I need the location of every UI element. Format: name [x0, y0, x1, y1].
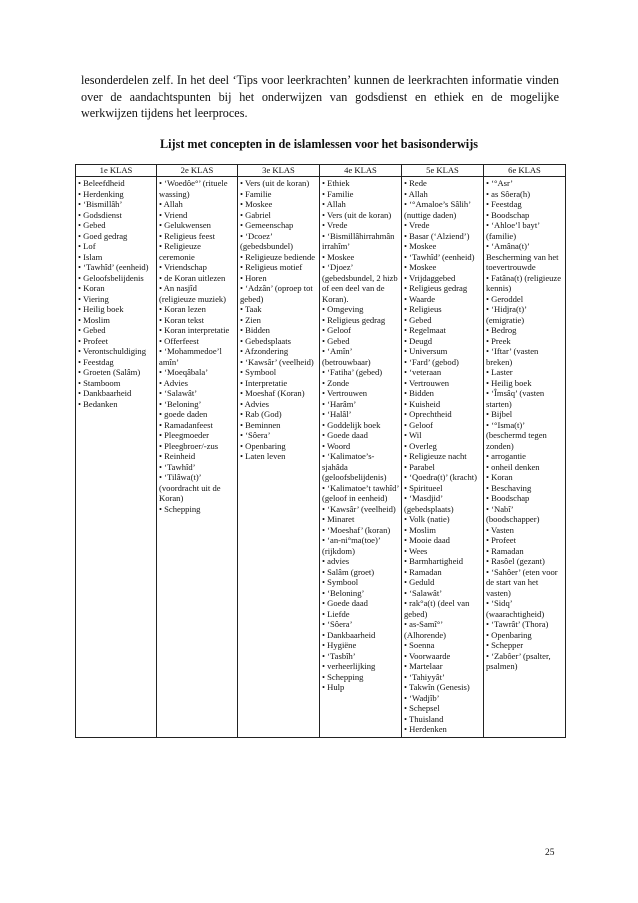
list-item: • Koran [78, 283, 105, 293]
list-item: • onheil denken [486, 461, 540, 472]
list-item: • Gelukwensen [159, 220, 211, 230]
list-item: • Boodschap [486, 493, 530, 503]
list-item: • Dankbaarheid [78, 388, 132, 398]
list-item: • ‘Amîn’ (betrouwbaar) [322, 346, 371, 367]
concept-list [240, 178, 317, 462]
list-item: • Allah [159, 199, 183, 209]
list-item: • Reinheid [159, 451, 196, 461]
list-item: • Minaret [322, 514, 355, 524]
table-row [76, 177, 566, 738]
list-item: • Religieuze bediende [240, 251, 316, 262]
list-item: • Hygiëne [322, 640, 357, 650]
list-item: • Kuisheid [404, 398, 441, 409]
list-item: • Takwîn (Genesis) [404, 682, 470, 692]
list-item: • ‘Salawât’ [159, 388, 198, 398]
list-item: • Boodschap [486, 209, 530, 220]
list-item: • An nasjîd (religieuze muziek) [159, 283, 227, 304]
column-cell [402, 177, 484, 738]
list-item: • Wees [404, 545, 428, 556]
list-item: • Moskee [404, 262, 437, 272]
list-item: • de Koran uitlezen [159, 272, 226, 283]
list-item: • Geduld [404, 577, 435, 587]
list-item: • Feestdag [78, 356, 114, 367]
list-item: • Salâm (groet) [322, 566, 375, 577]
list-item: • Vrede [404, 220, 430, 230]
list-item: • ‘Ahloe’l bayt’ (familie) [486, 220, 540, 241]
list-item: • Gebed [78, 220, 106, 230]
list-item: • ‘Halâl’ [322, 409, 352, 419]
list-item: • ‘Tahiyyât’ [404, 671, 445, 682]
list-item: • ‘Iftar’ (vasten breken) [486, 346, 539, 367]
list-item: • Religieus motief [240, 262, 303, 272]
list-item: • Goede daad [322, 598, 368, 608]
list-item: • Koran interpretatie [159, 325, 230, 335]
list-item: • Viering [78, 293, 109, 304]
list-item: • Verontschuldiging [78, 346, 147, 356]
list-item: • ‘Bismillâhirrahmân irrahîm’ [322, 230, 395, 251]
list-item: • ‘veteraan [404, 367, 442, 377]
list-item: • Goed gedrag [78, 230, 128, 241]
list-item: • Vasten [486, 524, 514, 535]
list-item: • Geloof [404, 419, 434, 430]
list-item: • Religieus feest [159, 230, 215, 241]
list-item: • Beschaving [486, 482, 532, 493]
list-item: • rak°a(t) (deel van gebed) [404, 598, 470, 619]
list-item: • Koran tekst [159, 314, 205, 325]
list-item: • Schepper [486, 640, 524, 650]
list-item: • Gebed [404, 314, 432, 325]
list-item: • Gemeenschap [240, 220, 294, 230]
list-item: • Martelaar [404, 661, 443, 671]
list-item: • ‘Tawhîd’ [159, 461, 196, 472]
list-item: • Ramadanfeest [159, 419, 213, 430]
list-item: • ‘Woedôe°’ (rituele wassing) [159, 178, 228, 199]
list-item: • Wil [404, 430, 422, 440]
list-item: • Barmhartigheid [404, 556, 464, 566]
list-item: • Groeten (Salâm) [78, 367, 141, 377]
list-item: • Horen [240, 272, 267, 283]
list-item: • Vriendschap [159, 262, 207, 272]
list-item: • Rede [404, 178, 427, 188]
list-item: • Interpretatie [240, 377, 288, 388]
list-item: • Heilig boek [78, 304, 124, 314]
column-cell [320, 177, 402, 738]
list-item: • Religieuze ceremonie [159, 241, 201, 262]
list-item: • Religieus gedrag [404, 283, 468, 293]
list-item: • Basar (‘Alziend’) [404, 230, 470, 241]
concept-list [486, 178, 563, 672]
list-item: • ‘Tawhîd’ (eenheid) [404, 251, 475, 262]
list-item: • ‘Zabôer’ (psalter, psalmen) [486, 650, 551, 671]
list-item: • ‘Moeshaf’ (koran) [322, 524, 391, 535]
list-item: • ‘Kalimatoe’t tawhîd’ (geloof in eenheid) [322, 482, 399, 503]
list-item: • as-Samî°’ (Alhorende) [404, 619, 446, 640]
list-item: • ‘Djoez’ (gebedsbundel, 2 hizb of een deel van de Koran). [322, 262, 398, 304]
list-item: • Rasôel (gezant) [486, 556, 545, 566]
list-item: • Spiritueel [404, 482, 443, 493]
list-item: • ‘Wadjîb’ [404, 692, 440, 703]
list-item: • Vers (uit de koran) [322, 209, 392, 220]
list-item: • ‘Qoedra(t)’ (kracht) [404, 472, 477, 482]
list-item: • Deugd [404, 335, 433, 346]
list-item: • Religieus gedrag [322, 314, 386, 325]
list-item: • Goede daad [322, 430, 368, 440]
list-item: • ‘Fatiha’ (gebed) [322, 367, 383, 377]
list-item: • Gebedsplaats [240, 335, 291, 346]
list-item: • Allah [322, 199, 346, 209]
list-item: • Symbool [322, 577, 359, 587]
list-item: • Overleg [404, 440, 437, 451]
list-item: • Ethiek [322, 178, 350, 188]
list-item: • Zien [240, 314, 261, 325]
list-item: • ‘Amâna(t)’ Bescherming van het toevertrouwde [486, 241, 559, 272]
list-item: • Bedrog [486, 325, 517, 335]
list-item: • ‘Tawrât’ (Thora) [486, 619, 549, 629]
list-item: • ‘Fard’ (gebod) [404, 356, 459, 367]
list-item: • Thuisland [404, 713, 444, 724]
list-item: • ‘°Amaloe’s Sâlih’ (nuttige daden) [404, 199, 471, 220]
list-item: • Geloofsbelijdenis [78, 272, 144, 283]
list-item: • Taak [240, 304, 262, 314]
list-item: • Pleegmoeder [159, 430, 210, 440]
list-item: • Beminnen [240, 419, 281, 430]
list-item: • ‘Nabî’ (boodschapper) [486, 503, 540, 524]
concept-list [404, 178, 481, 735]
list-item: • Liefde [322, 608, 350, 619]
list-item: • Stamboom [78, 377, 121, 388]
list-item: • Fatâna(t) (religieuze kennis) [486, 272, 562, 293]
list-item: • Rab (God) [240, 409, 282, 419]
concept-list [78, 178, 154, 409]
list-item: • Gebed [322, 335, 350, 346]
list-item: • Voorwaarde [404, 650, 451, 661]
list-item: • Oprechtheid [404, 409, 452, 419]
list-item: • ‘Kawsâr’ (veelheid) [240, 356, 314, 367]
list-item: • ‘an-ni°ma(toe)’ (rijkdom) [322, 535, 381, 556]
list-item: • Regelmaat [404, 325, 446, 335]
list-item: • Volk (natie) [404, 514, 450, 524]
list-item: • Vrijdaggebed [404, 272, 456, 283]
list-item: • Bijbel [486, 409, 513, 419]
list-item: • Zonde [322, 377, 350, 388]
list-item: • Hulp [322, 682, 345, 692]
concept-list [322, 178, 399, 693]
concept-list [159, 178, 235, 514]
list-item: • ‘Adzân’ (oproep tot gebed) [240, 283, 313, 304]
list-item: • goede daden [159, 409, 208, 419]
list-item: • Koran [486, 472, 513, 482]
list-item: • Ramadan [404, 566, 442, 577]
list-item: • ‘Salawât’ [404, 587, 443, 598]
list-item: • Omgeving [322, 304, 364, 314]
list-item: • Mooie daad [404, 535, 450, 545]
list-item: • Laster [486, 367, 513, 377]
list-item: • Lof [78, 241, 96, 251]
list-item: • verheerlijking [322, 661, 376, 671]
list-item: • Dankbaarheid [322, 629, 376, 640]
column-header: 5e KLAS [402, 165, 484, 177]
list-item: • Schepping [159, 503, 201, 514]
list-item: • Herdenken [404, 724, 447, 734]
list-item: • ‘Tawhîd’ (eenheid) [78, 262, 149, 272]
list-item: • Offerfeest [159, 335, 199, 346]
column-cell [238, 177, 320, 738]
list-item: • Ramadan [486, 545, 524, 556]
list-item: • Profeet [78, 335, 108, 346]
list-item: • Bedanken [78, 398, 118, 409]
list-item: • Familie [240, 188, 272, 199]
table-title: Lijst met concepten in de islamlessen voor het basisonderwijs [160, 137, 478, 151]
concepts-table [75, 164, 566, 738]
list-item: • Afzondering [240, 346, 289, 356]
list-item: • Koran lezen [159, 304, 206, 314]
list-item: • Laten leven [240, 451, 286, 461]
list-item: • Islam [78, 251, 103, 262]
list-item: • ‘Bismillâh’ [78, 199, 123, 209]
list-item: • Vertrouwen [322, 388, 368, 398]
list-item: • Moslim [404, 524, 436, 535]
list-item: • ‘°Isma(t)’ (beschermd tegen zonden) [486, 419, 547, 451]
list-item: • ‘Kalimatoe’s-sjahâda (geloofsbelijdenis) [322, 451, 387, 482]
list-item: • Vertrouwen [404, 377, 450, 388]
list-item: • ‘Sahôer’ (eten voor de start van het vasten) [486, 566, 558, 598]
list-item: • Openbaring [486, 629, 532, 640]
list-item: • ‘Harâm’ [322, 398, 357, 409]
list-item: • ‘Dcoez’ (gebedsbundel) [240, 230, 293, 251]
list-item: • Vrede [322, 220, 348, 230]
list-item: • Schepping [322, 671, 364, 682]
list-item: • Bidden [240, 325, 270, 335]
list-item: • Geloof [322, 325, 352, 335]
list-item: • Profeet [486, 535, 516, 545]
list-item: • ‘Beloning’ [322, 587, 365, 598]
column-cell [157, 177, 238, 738]
list-item: • ‘Moeqâbala’ [159, 367, 209, 377]
list-item: • as Sôera(h) [486, 188, 531, 199]
list-item: • ‘Hidjra(t)’ (emigratie) [486, 304, 527, 325]
list-item: • Feestdag [486, 199, 522, 209]
list-item: • Symbool [240, 367, 277, 377]
page-number: 25 [545, 848, 555, 858]
list-item: • Vriend [159, 209, 188, 220]
list-item: • Bidden [404, 388, 434, 398]
column-header: 3e KLAS [238, 165, 320, 177]
list-item: • ‘Beloning’ [159, 398, 202, 409]
list-item: • ‘Sidq’ (waarachtigheid) [486, 598, 545, 619]
list-item: • ‘Îmsâq’ (vasten starten) [486, 388, 545, 409]
list-item: • ‘Kawsâr’ (veelheid) [322, 503, 396, 514]
list-item: • Parabel [404, 461, 435, 472]
list-item: • Gebed [78, 325, 106, 335]
list-item: • Schepsel [404, 703, 440, 713]
list-item: • ‘Masdjid’ (gebedsplaats) [404, 493, 454, 514]
list-item: • ‘Mohammedoe’l amîn’ [159, 346, 222, 367]
list-item: • Soenna [404, 640, 435, 650]
list-item: • Preek [486, 335, 511, 346]
list-item: • ‘Sôera’ [322, 619, 353, 629]
column-cell [484, 177, 566, 738]
list-item: • Herdenking [78, 188, 124, 199]
list-item: • Familie [322, 188, 354, 199]
list-item: • Universum [404, 346, 448, 356]
intro-paragraph: lesonderdelen zelf. In het deel ‘Tips voor leerkrachten’ kunnen de leerkrachten informatie vinden over de aandachtspunten bij het onderwijzen van godsdienst en ethiek en de mogelijke werkwijzen tijdens het leerproces. [81, 73, 559, 120]
list-item: • Allah [404, 188, 428, 199]
list-item: • Advies [159, 377, 189, 388]
list-item: • Advies [240, 398, 270, 409]
list-item: • Beleefdheid [78, 178, 125, 188]
column-header: 2e KLAS [157, 165, 238, 177]
list-item: • arrogantie [486, 451, 526, 461]
column-header: 1e KLAS [76, 165, 157, 177]
list-item: • Moslim [78, 314, 110, 325]
list-item: • ‘Sôera’ [240, 430, 271, 440]
list-item: • Moskee [322, 251, 355, 262]
list-item: • Godsdienst [78, 209, 122, 220]
list-item: • Heilig boek [486, 377, 532, 388]
column-header: 6e KLAS [484, 165, 566, 177]
list-item: • Moskee [240, 199, 273, 209]
list-item: • Moeshaf (Koran) [240, 388, 305, 398]
table-header-row [76, 165, 566, 177]
list-item: • Religieus [404, 304, 442, 314]
list-item: • Geroddel [486, 293, 524, 304]
list-item: • Gabriel [240, 209, 271, 220]
list-item: • ‘Tilâwa(t)’ (voordracht uit de Koran) [159, 472, 221, 503]
column-header: 4e KLAS [320, 165, 402, 177]
list-item: • Moskee [404, 241, 437, 251]
list-item: • Religieuze nacht [404, 451, 467, 461]
list-item: • Goddelijk boek [322, 419, 381, 430]
list-item: • Vers (uit de koran) [240, 178, 310, 188]
list-item: • ‘°Asr’ [486, 178, 514, 188]
column-cell [76, 177, 157, 738]
list-item: • ‘Tasbîh’ [322, 650, 356, 661]
list-item: • Waarde [404, 293, 436, 304]
list-item: • Pleegbroer/-zus [159, 440, 219, 451]
list-item: • advies [322, 556, 350, 566]
list-item: • Openbaring [240, 440, 286, 451]
list-item: • Woord [322, 440, 351, 451]
